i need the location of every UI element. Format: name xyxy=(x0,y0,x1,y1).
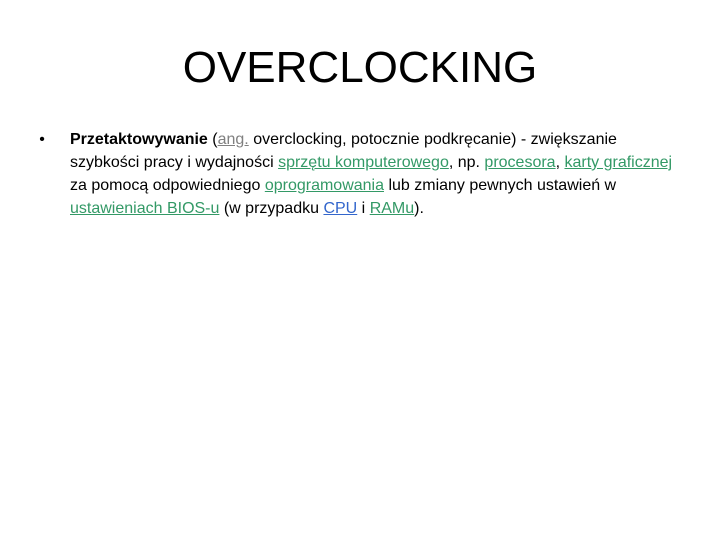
text-segment: ( xyxy=(207,131,218,148)
text-segment: za pomocą odpowiedniego xyxy=(70,177,265,194)
text-segment: , xyxy=(555,154,565,171)
slide-title: OVERCLOCKING xyxy=(182,43,538,92)
text-segment: ). xyxy=(414,200,424,217)
text-segment: (w przypadku xyxy=(219,200,324,217)
link-cpu[interactable]: CPU xyxy=(323,200,358,217)
link-sprzet-komputerowy[interactable]: sprzętu komputerowego xyxy=(278,154,449,171)
bullet-item xyxy=(36,128,686,220)
link-karta-graficzna[interactable]: karty graficznej xyxy=(564,154,673,171)
bullet-icon: • xyxy=(39,131,45,148)
link-procesor[interactable]: procesora xyxy=(484,154,556,171)
link-ustawienia-bios[interactable]: ustawieniach BIOS-u xyxy=(70,200,220,217)
link-oprogramowanie[interactable]: oprogramowania xyxy=(264,177,384,194)
text-segment: overclocking, potocznie podkręcanie) - zwiększanie szybkości pracy i wydajności xyxy=(70,131,617,171)
bullet-list xyxy=(36,128,686,220)
text-segment: lub zmiany pewnych ustawień w xyxy=(384,177,617,194)
text-segment: , np. xyxy=(448,154,485,171)
term-przetaktowywanie: Przetaktowywanie xyxy=(70,131,208,148)
link-ang[interactable]: ang. xyxy=(217,131,249,148)
link-ram[interactable]: RAMu xyxy=(369,200,415,217)
text-segment: i xyxy=(357,200,370,217)
